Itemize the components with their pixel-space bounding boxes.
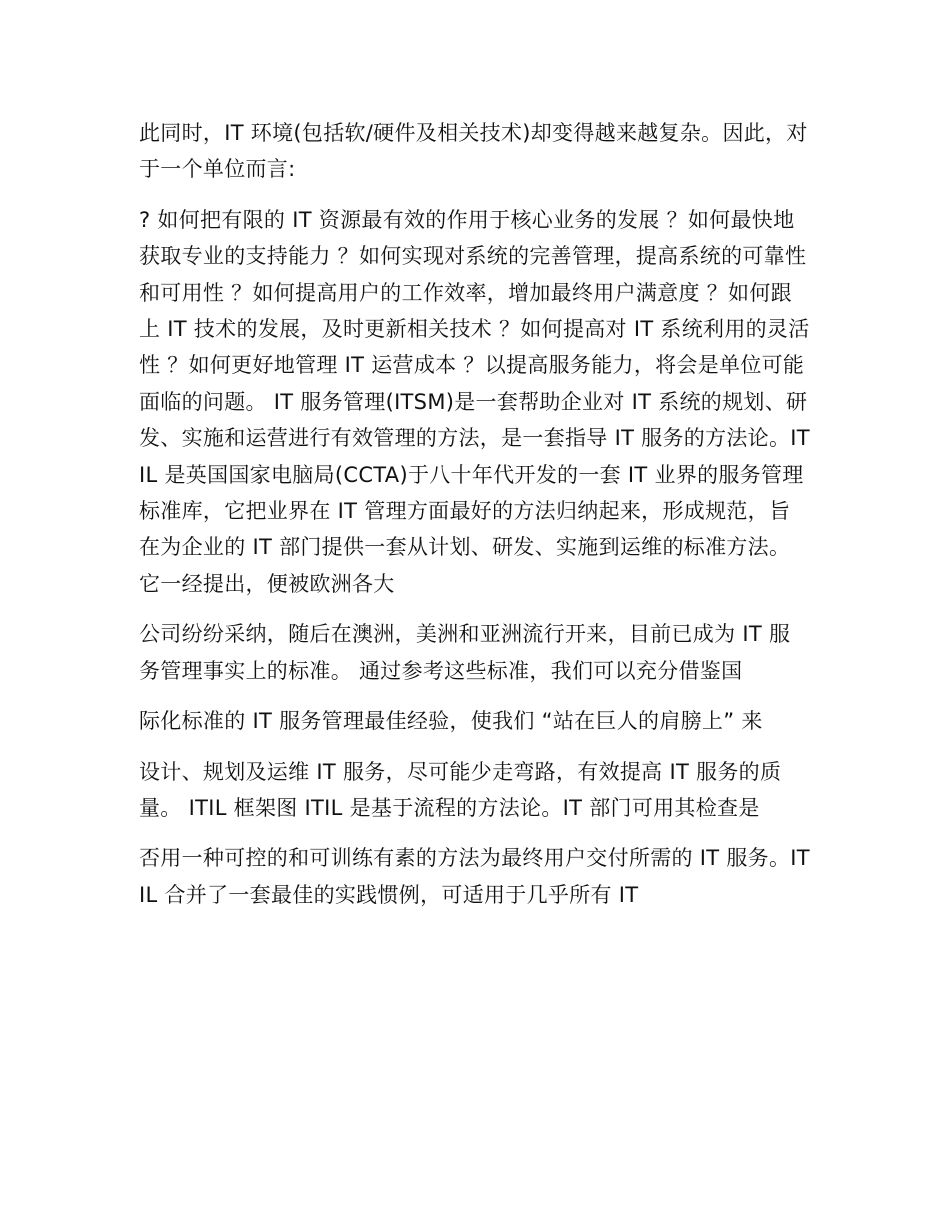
paragraph-itsm-questions: ? 如何把有限的 IT 资源最有效的作用于核心业务的发展 ？如何最快地获取专业的支持能力 ？如何实现对系统的完善管理，提高系统的可靠性和可用性 ？如何提高用户的工作效率，增加最终用户满意度 ？如何跟上 IT 技术的发展，及时更新相关技术 ？如何提高对 IT 系统利用的灵活性 ？如何更好地管理 IT 运营成本 ？以提高服务能力，将会是单位可能面临的问题。 IT 服务管理(ITSM)是一套帮助企业对 IT 系统的规划、研发、实施和运营进行有效管理的方法，是一套指导 IT 服务的方法论。ITIL 是英国国家电脑局(CCTA)于八十年代开发的一套 IT 业界的服务管理标准库，它把业界在 IT 管理方面最好的方法归纳起来，形成规范，旨在为企业的 IT 部门提供一套从计划、研发、实施到运维的标准方法。它一经提出，便被欧洲各大 bbox=[139, 207, 810, 596]
document-body bbox=[139, 115, 811, 927]
paragraph-delivery: 否用一种可控的和可训练有素的方法为最终用户交付所需的 IT 服务。ITIL 合并了一套最佳的实践惯例，可适用于几乎所有 IT bbox=[139, 846, 810, 907]
paragraph-framework: 设计、规划及运维 IT 服务，尽可能少走弯路，有效提高 IT 服务的质量。 ITIL 框架图 ITIL 是基于流程的方法论。IT 部门可用其检查是 bbox=[139, 759, 782, 820]
paragraph-adoption: 公司纷纷采纳，随后在澳洲，美洲和亚洲流行开来，目前已成为 IT 服务管理事实上的标准。 通过参考这些标准，我们可以充分借鉴国 bbox=[139, 622, 791, 683]
paragraph-intro: 此同时，IT 环境(包括软/硬件及相关技术)却变得越来越复杂。因此，对于一个单位而言: bbox=[139, 121, 808, 182]
paragraph-giants: 际化标准的 IT 服务管理最佳经验，使我们 “站在巨人的肩膀上” 来 bbox=[139, 709, 763, 734]
